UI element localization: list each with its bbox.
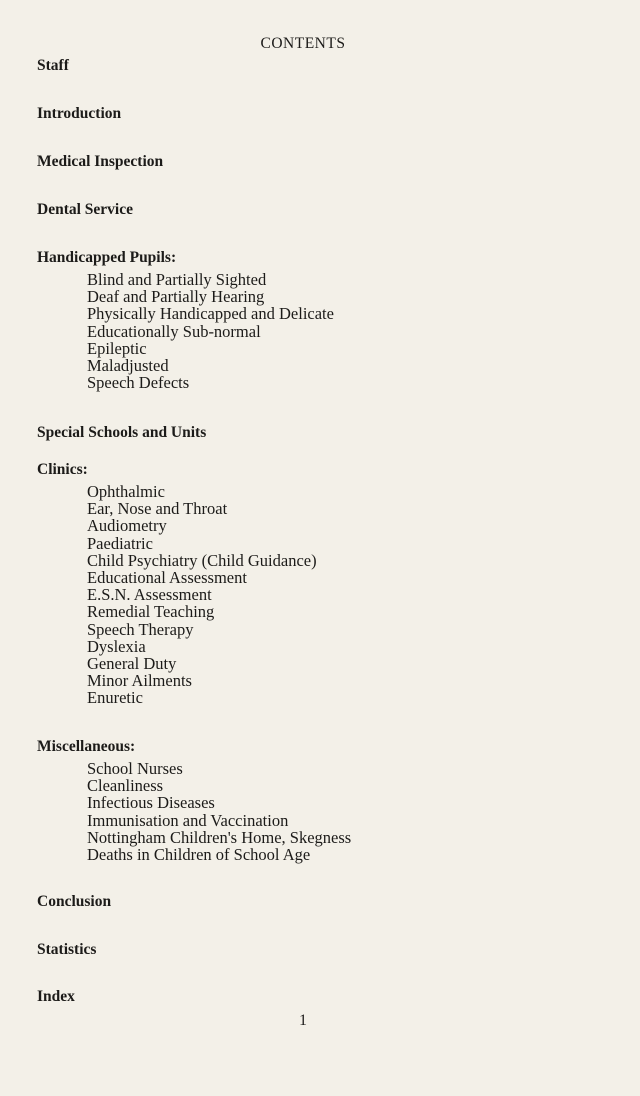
- list-item: Remedial Teaching: [87, 602, 215, 622]
- list-item: Ophthalmic: [87, 482, 165, 501]
- list-item: Deaths in Children of School Age: [87, 845, 311, 865]
- list-item: Educational Assessment: [87, 568, 247, 588]
- list-item: Physically Handicapped and Delicate: [87, 304, 334, 324]
- list-item: Blind and Partially Sighted: [87, 270, 267, 289]
- list-item: General Duty: [87, 654, 177, 674]
- list-item: Infectious Diseases: [87, 793, 215, 813]
- list-item: Enuretic: [87, 688, 143, 708]
- list-item: Dyslexia: [87, 636, 146, 656]
- list-item: Epileptic: [87, 338, 147, 358]
- list-item: Deaf and Partially Hearing: [87, 287, 265, 307]
- list-item: Audiometry: [87, 516, 167, 536]
- list-item: Paediatric: [87, 533, 153, 553]
- section-staff: Staff: [37, 57, 69, 74]
- list-item: Speech Defects: [87, 373, 190, 393]
- section-medical-inspection: Medical Inspection: [37, 153, 164, 170]
- list-item: Educationally Sub-normal: [87, 321, 261, 341]
- section-introduction: Introduction: [37, 105, 122, 122]
- list-item: Child Psychiatry (Child Guidance): [87, 550, 317, 570]
- section-clinics: Clinics:: [37, 461, 88, 478]
- clinics-list: [87, 483, 317, 707]
- handicapped-pupils-list: [87, 271, 334, 391]
- section-conclusion: Conclusion: [37, 893, 112, 910]
- section-handicapped-pupils: Handicapped Pupils:: [37, 249, 177, 266]
- list-item: Speech Therapy: [87, 619, 194, 639]
- list-item: Minor Ailments: [87, 671, 192, 691]
- list-item: Cleanliness: [87, 776, 164, 796]
- list-item: Ear, Nose and Throat: [87, 499, 228, 519]
- section-dental-service: Dental Service: [37, 201, 133, 218]
- list-item: Immunisation and Vaccination: [87, 810, 289, 830]
- section-statistics: Statistics: [37, 941, 97, 958]
- list-item: E.S.N. Assessment: [87, 585, 212, 605]
- page-number: 1: [299, 1012, 307, 1029]
- section-index: Index: [37, 988, 75, 1005]
- section-special-schools: Special Schools and Units: [37, 424, 207, 441]
- miscellaneous-list: [87, 760, 351, 863]
- section-miscellaneous: Miscellaneous:: [37, 738, 136, 755]
- list-item: Nottingham Children's Home, Skegness: [87, 827, 352, 847]
- list-item: Maladjusted: [87, 356, 169, 376]
- page-title: CONTENTS: [260, 35, 346, 52]
- list-item: School Nurses: [87, 759, 183, 778]
